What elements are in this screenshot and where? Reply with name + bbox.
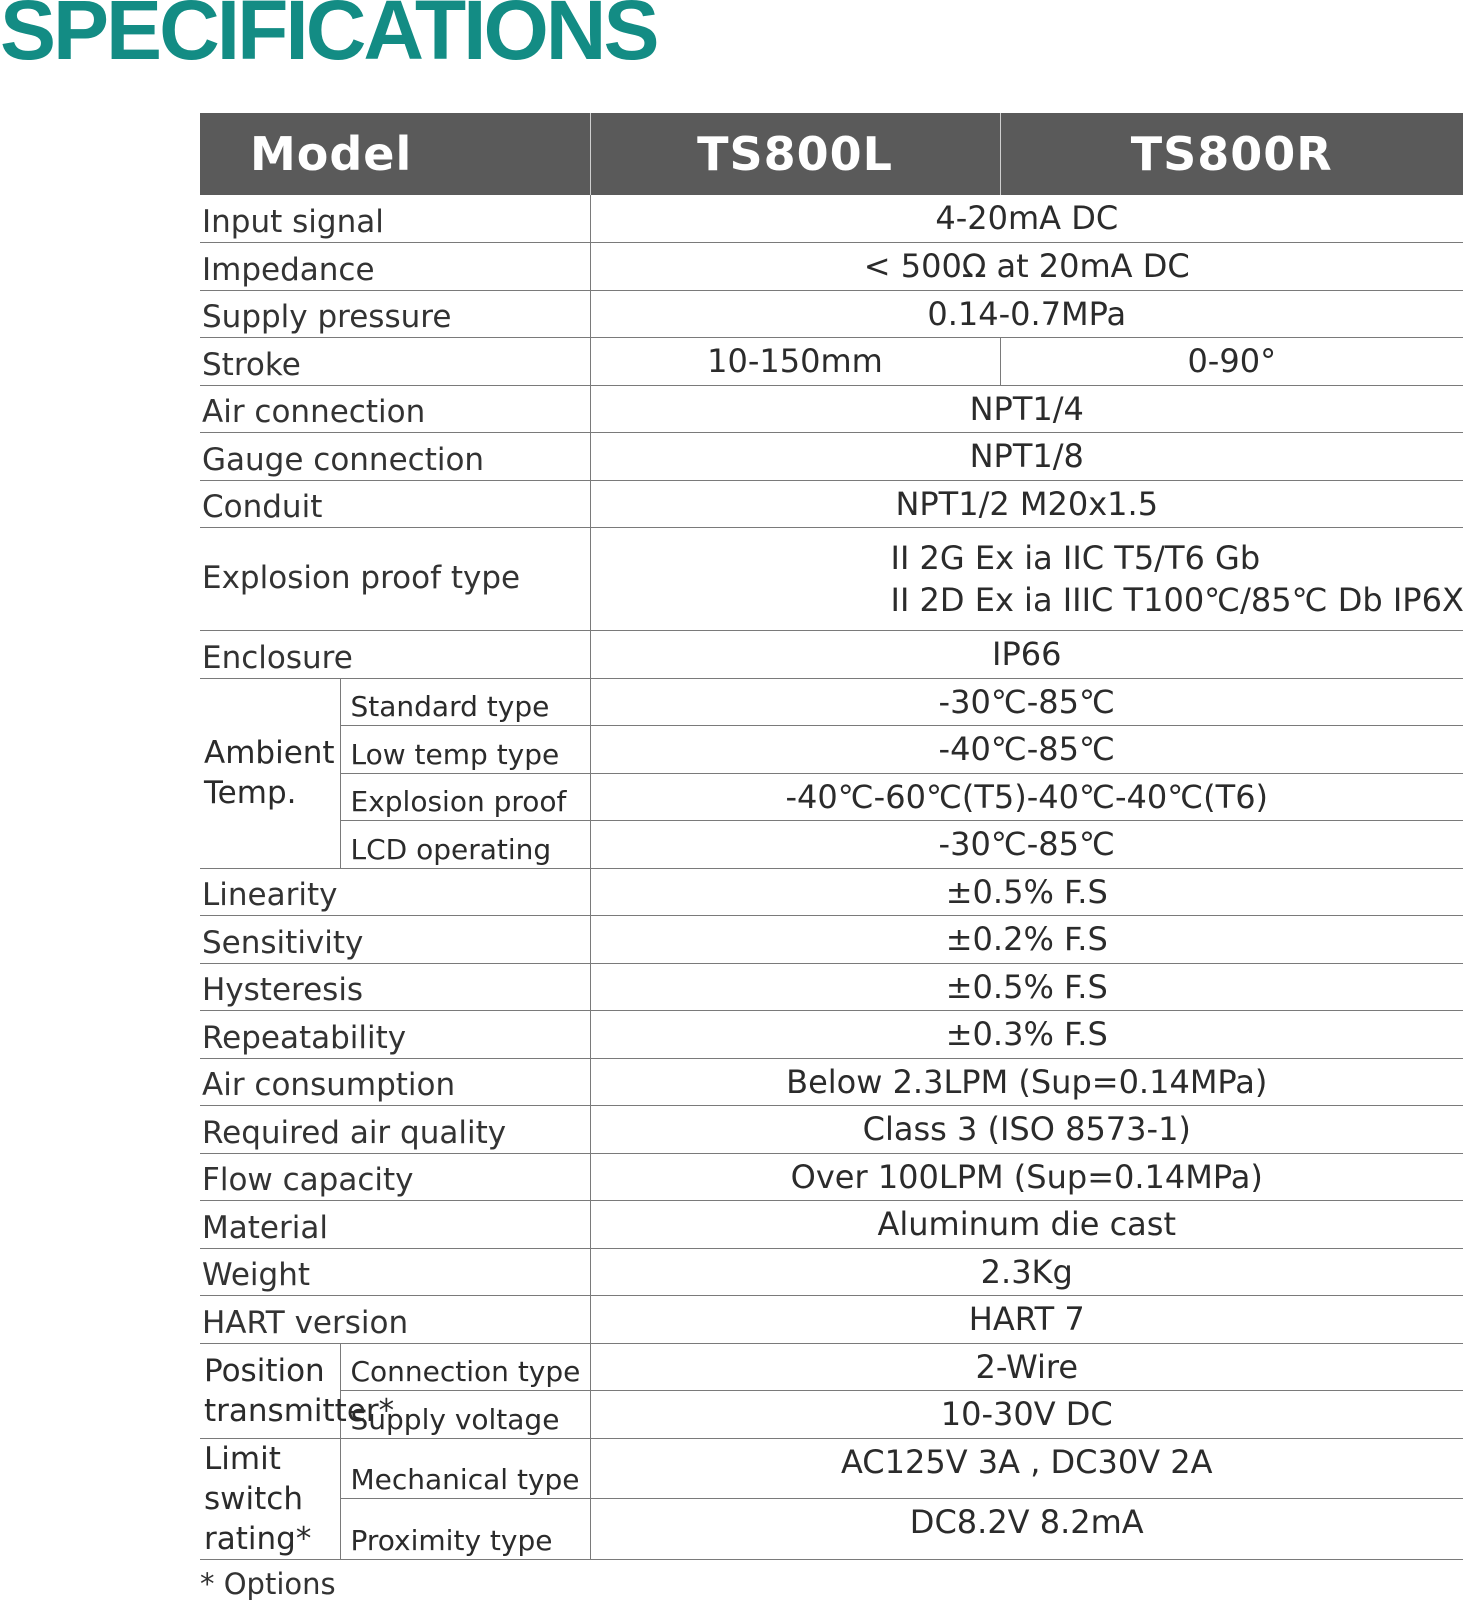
table-row xyxy=(200,678,1463,726)
row-value: ±0.5% F.S xyxy=(590,868,1463,916)
table-row xyxy=(200,1343,1463,1391)
row-value: < 500Ω at 20mA DC xyxy=(590,243,1463,291)
row-label: Explosion proof type xyxy=(200,528,590,631)
table-row xyxy=(200,195,1463,243)
row-value: AC125V 3A , DC30V 2A xyxy=(590,1438,1463,1499)
table-row xyxy=(200,1438,1463,1499)
row-sublabel: Standard type xyxy=(340,678,590,726)
table-row xyxy=(200,1201,1463,1249)
table-row xyxy=(200,963,1463,1011)
row-value: 2.3Kg xyxy=(590,1248,1463,1296)
row-value: NPT1/4 xyxy=(590,385,1463,433)
table-row xyxy=(200,773,1463,821)
row-label: Weight xyxy=(200,1248,590,1296)
row-value: 10-30V DC xyxy=(590,1391,1463,1439)
row-label: Enclosure xyxy=(200,631,590,679)
table-row xyxy=(200,1106,1463,1154)
row-label: Material xyxy=(200,1201,590,1249)
row-label: Supply pressure xyxy=(200,290,590,338)
table-row xyxy=(200,726,1463,774)
row-label: Gauge connection xyxy=(200,433,590,481)
row-sublabel: Low temp type xyxy=(340,726,590,774)
row-sublabel: Connection type xyxy=(340,1343,590,1391)
row-value: 4-20mA DC xyxy=(590,195,1463,243)
row-sublabel: Supply voltage xyxy=(340,1391,590,1439)
row-value-ts800r: 0-90° xyxy=(1000,338,1463,386)
row-label: Repeatability xyxy=(200,1011,590,1059)
row-value: NPT1/8 xyxy=(590,433,1463,481)
row-label: HART version xyxy=(200,1296,590,1344)
row-value: Below 2.3LPM (Sup=0.14MPa) xyxy=(590,1058,1463,1106)
row-value: 0.14-0.7MPa xyxy=(590,290,1463,338)
table-row xyxy=(200,433,1463,481)
row-sublabel: Explosion proof xyxy=(340,773,590,821)
row-sublabel: LCD operating xyxy=(340,821,590,869)
table-row xyxy=(200,338,1463,386)
table-header xyxy=(200,113,1463,195)
row-value: -40℃-60℃(T5)-40℃-40℃(T6) xyxy=(590,773,1463,821)
table-row xyxy=(200,1296,1463,1344)
spec-table xyxy=(200,113,1463,1560)
row-value-ts800l: 10-150mm xyxy=(590,338,1000,386)
table-row xyxy=(200,1248,1463,1296)
table-row xyxy=(200,868,1463,916)
table-row xyxy=(200,631,1463,679)
table-row xyxy=(200,480,1463,528)
row-label: Conduit xyxy=(200,480,590,528)
header-ts800r: TS800R xyxy=(1000,113,1463,195)
page-title: SPECIFICATIONS xyxy=(0,0,657,77)
row-value: -30℃-85℃ xyxy=(590,821,1463,869)
row-label: Impedance xyxy=(200,243,590,291)
table-row xyxy=(200,385,1463,433)
table-row xyxy=(200,1499,1463,1560)
row-value: ±0.2% F.S xyxy=(590,916,1463,964)
group-label-ambient-temp: Ambient Temp. xyxy=(200,678,340,868)
row-value: Class 3 (ISO 8573-1) xyxy=(590,1106,1463,1154)
table-row xyxy=(200,290,1463,338)
row-value: Aluminum die cast xyxy=(590,1201,1463,1249)
group-label-limit-switch: Limit switch rating* xyxy=(200,1438,340,1559)
row-value: ±0.5% F.S xyxy=(590,963,1463,1011)
row-value: ±0.3% F.S xyxy=(590,1011,1463,1059)
row-sublabel: Mechanical type xyxy=(340,1438,590,1499)
table-row xyxy=(200,528,1463,631)
row-value: Over 100LPM (Sup=0.14MPa) xyxy=(590,1153,1463,1201)
explosion-gas-rating: II 2G Ex ia IIC T5/T6 Gb xyxy=(890,539,1261,577)
row-sublabel: Proximity type xyxy=(340,1499,590,1560)
row-label: Input signal xyxy=(200,195,590,243)
row-value: DC8.2V 8.2mA xyxy=(590,1499,1463,1560)
row-value xyxy=(590,528,1463,631)
row-label: Sensitivity xyxy=(200,916,590,964)
table-row xyxy=(200,916,1463,964)
row-label: Air consumption xyxy=(200,1058,590,1106)
row-value: 2-Wire xyxy=(590,1343,1463,1391)
row-value: HART 7 xyxy=(590,1296,1463,1344)
header-ts800l: TS800L xyxy=(590,113,1000,195)
explosion-dust-rating: II 2D Ex ia IIIC T100℃/85℃ Db IP6X xyxy=(890,581,1464,619)
row-label: Linearity xyxy=(200,868,590,916)
row-value: NPT1/2 M20x1.5 xyxy=(590,480,1463,528)
row-label: Stroke xyxy=(200,338,590,386)
table-row xyxy=(200,821,1463,869)
row-label: Required air quality xyxy=(200,1106,590,1154)
table-row xyxy=(200,243,1463,291)
row-value: -40℃-85℃ xyxy=(590,726,1463,774)
row-label: Flow capacity xyxy=(200,1153,590,1201)
row-label: Hysteresis xyxy=(200,963,590,1011)
options-footnote: * Options xyxy=(200,1567,336,1601)
row-value: -30℃-85℃ xyxy=(590,678,1463,726)
group-label-position-transmitter: Position transmitter* xyxy=(200,1343,340,1438)
table-row xyxy=(200,1011,1463,1059)
table-row xyxy=(200,1058,1463,1106)
row-label: Air connection xyxy=(200,385,590,433)
row-value: IP66 xyxy=(590,631,1463,679)
table-row xyxy=(200,1153,1463,1201)
header-model: Model xyxy=(200,113,590,195)
